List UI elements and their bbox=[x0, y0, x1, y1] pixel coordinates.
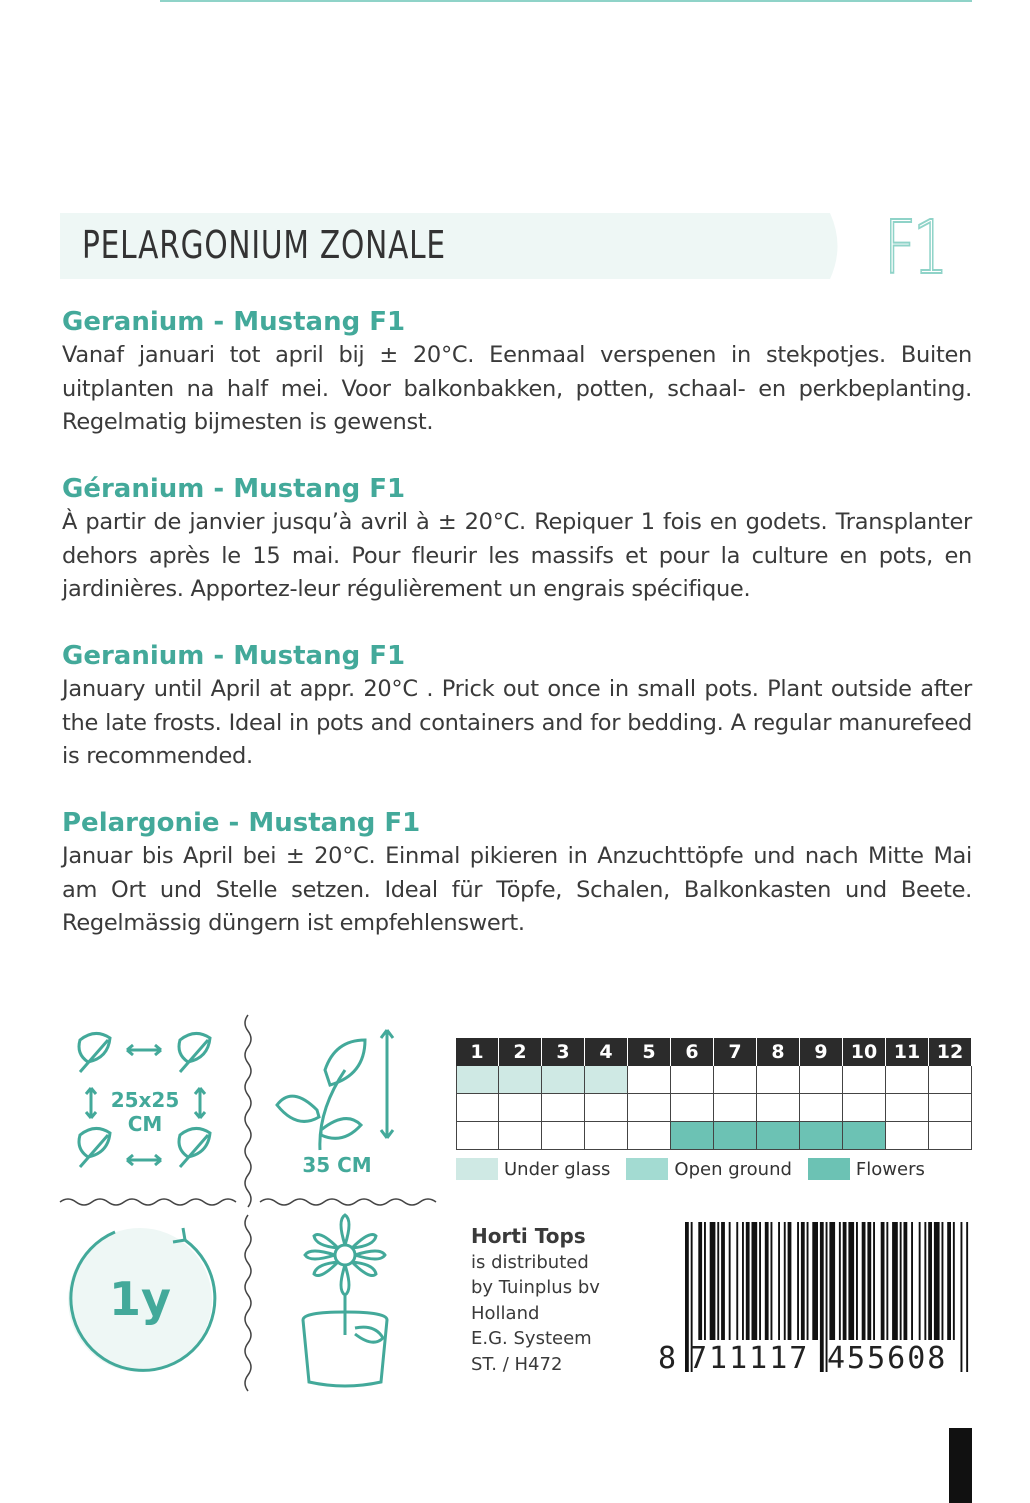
barcode-bar bbox=[771, 1222, 773, 1340]
legend-swatch bbox=[626, 1158, 668, 1180]
distributor-line: ST. / H472 bbox=[471, 1353, 563, 1375]
calendar-cell bbox=[499, 1122, 542, 1150]
month-9: 9 bbox=[800, 1038, 843, 1066]
barcode-bar bbox=[886, 1222, 888, 1340]
legend-swatch bbox=[808, 1158, 850, 1180]
spacing-label: 25x25 CM bbox=[110, 1088, 180, 1136]
barcode-bar bbox=[710, 1222, 716, 1340]
calendar-cell bbox=[929, 1094, 972, 1122]
barcode-bar bbox=[966, 1222, 968, 1372]
distributor-line: is distributed bbox=[471, 1251, 589, 1273]
calendar-cell bbox=[585, 1066, 628, 1094]
barcode-bar bbox=[900, 1222, 902, 1340]
distributor-line: Holland bbox=[471, 1302, 540, 1324]
calendar-cell bbox=[800, 1094, 843, 1122]
calendar-cell bbox=[929, 1122, 972, 1150]
calendar-cell bbox=[671, 1122, 714, 1150]
barcode-bar bbox=[934, 1222, 940, 1340]
month-3: 3 bbox=[542, 1038, 585, 1066]
calendar-cell bbox=[628, 1066, 671, 1094]
calendar-cell bbox=[757, 1122, 800, 1150]
calendar-legend bbox=[456, 1158, 941, 1180]
barcode-bar bbox=[856, 1222, 858, 1340]
barcode-bar bbox=[812, 1222, 818, 1340]
calendar-body bbox=[456, 1066, 972, 1150]
barcode-bar bbox=[736, 1222, 738, 1340]
section-heading: Géranium - Mustang F1 bbox=[62, 474, 406, 504]
barcode-bar bbox=[797, 1222, 799, 1340]
section-dutch bbox=[62, 305, 972, 440]
barcode-bar bbox=[961, 1222, 963, 1372]
calendar-row-open-ground bbox=[456, 1094, 972, 1122]
barcode-bar bbox=[924, 1222, 926, 1340]
calendar-cell bbox=[886, 1066, 929, 1094]
month-4: 4 bbox=[585, 1038, 628, 1066]
barcode-bar bbox=[820, 1222, 824, 1372]
edge-mark bbox=[949, 1428, 972, 1503]
calendar-cell bbox=[843, 1094, 886, 1122]
section-german bbox=[62, 806, 972, 941]
brand-name: Horti Tops bbox=[471, 1224, 586, 1248]
top-rule bbox=[160, 0, 972, 2]
month-5: 5 bbox=[628, 1038, 671, 1066]
barcode-bar bbox=[698, 1222, 702, 1340]
barcode-bar bbox=[807, 1222, 809, 1340]
barcode-bar bbox=[721, 1222, 725, 1340]
section-heading: Pelargonie - Mustang F1 bbox=[62, 808, 421, 838]
barcode-bar bbox=[801, 1222, 805, 1340]
month-2: 2 bbox=[499, 1038, 542, 1066]
barcode-bar bbox=[843, 1222, 847, 1340]
calendar-cell bbox=[714, 1094, 757, 1122]
distributor-info bbox=[471, 1224, 600, 1377]
icon-panel bbox=[55, 1010, 445, 1400]
calendar-cell bbox=[757, 1066, 800, 1094]
section-text: Vanaf januari tot april bij ± 20°C. Eenmaal verspenen in stekpotjes. Buiten uitplanten na half mei. Voor balkonbakken, potten, schaal- en perkbeplanting. Regelmatig bijmesten is gewenst. bbox=[62, 342, 972, 435]
barcode-bar bbox=[862, 1222, 866, 1340]
calendar-cell bbox=[714, 1122, 757, 1150]
calendar-cell bbox=[628, 1122, 671, 1150]
calendar-cell bbox=[456, 1094, 499, 1122]
calendar-header bbox=[456, 1038, 972, 1066]
barcode-bar bbox=[881, 1222, 885, 1340]
section-english bbox=[62, 639, 972, 774]
calendar-cell bbox=[671, 1094, 714, 1122]
calendar-cell bbox=[886, 1094, 929, 1122]
calendar-cell bbox=[929, 1066, 972, 1094]
month-8: 8 bbox=[757, 1038, 800, 1066]
legend-under-glass: Under glass bbox=[456, 1158, 610, 1180]
calendar-cell bbox=[671, 1066, 714, 1094]
calendar-cell bbox=[843, 1122, 886, 1150]
calendar-cell bbox=[456, 1066, 499, 1094]
section-heading: Geranium - Mustang F1 bbox=[62, 307, 406, 337]
legend-swatch bbox=[456, 1158, 498, 1180]
f1-badge: F1 bbox=[884, 205, 946, 291]
section-text: Januar bis April bei ± 20°C. Einmal pikieren in Anzuchttöpfe und nach Mitte Mai am Ort und Stelle setzen. Ideal für Töpfe, Schalen, Balkonkasten und Beete. Regelmässig düngern ist empfehlenswert. bbox=[62, 843, 972, 936]
barcode-bar bbox=[919, 1222, 921, 1340]
barcode-bar bbox=[829, 1222, 835, 1340]
distributor-line: by Tuinplus bv bbox=[471, 1277, 600, 1298]
distributor-line: E.G. Systeem bbox=[471, 1328, 592, 1349]
calendar-cell bbox=[757, 1094, 800, 1122]
barcode-bar bbox=[947, 1222, 951, 1340]
sowing-calendar bbox=[456, 1038, 972, 1150]
calendar-cell bbox=[843, 1066, 886, 1094]
calendar-cell bbox=[585, 1122, 628, 1150]
calendar-cell bbox=[456, 1122, 499, 1150]
barcode-bar bbox=[839, 1222, 841, 1340]
month-1: 1 bbox=[456, 1038, 499, 1066]
section-text: À partir de janvier jusqu’à avril à ± 20°C. Repiquer 1 fois en godets. Transplanter dehors après le 15 mai. Pour fleurir les massifs et pour la culture en pots, en jardinières. Apportez-leur régulièrement un engrais spécifique. bbox=[62, 509, 972, 602]
barcode-bar bbox=[904, 1222, 908, 1340]
calendar-cell bbox=[542, 1066, 585, 1094]
calendar-cell bbox=[542, 1122, 585, 1150]
barcode-bar bbox=[953, 1222, 955, 1340]
barcode-bar bbox=[778, 1222, 780, 1340]
barcode-bar bbox=[742, 1222, 744, 1340]
month-10: 10 bbox=[843, 1038, 886, 1066]
barcode-bar bbox=[928, 1222, 932, 1340]
calendar-cell bbox=[542, 1094, 585, 1122]
barcode-bar bbox=[729, 1222, 731, 1340]
calendar-cell bbox=[499, 1094, 542, 1122]
month-7: 7 bbox=[714, 1038, 757, 1066]
barcode-bar bbox=[942, 1222, 944, 1340]
lifecycle-label: 1y bbox=[109, 1272, 171, 1326]
calendar-cell bbox=[714, 1066, 757, 1094]
barcode-bar bbox=[848, 1222, 854, 1340]
calendar-row-flowers bbox=[456, 1122, 972, 1150]
month-12: 12 bbox=[929, 1038, 972, 1066]
barcode-bar bbox=[746, 1222, 750, 1340]
section-french bbox=[62, 472, 972, 607]
barcode-bar bbox=[765, 1222, 769, 1340]
calendar-row-under-glass bbox=[456, 1066, 972, 1094]
calendar-cell bbox=[585, 1094, 628, 1122]
species-title: PELARGONIUM ZONALE bbox=[82, 223, 446, 267]
calendar-cell bbox=[886, 1122, 929, 1150]
height-label: 35 CM bbox=[302, 1153, 372, 1177]
month-6: 6 bbox=[671, 1038, 714, 1066]
barcode-bar bbox=[911, 1222, 913, 1340]
legend-flowers: Flowers bbox=[808, 1158, 925, 1180]
section-text: January until April at appr. 20°C . Prick out once in small pots. Plant outside after the late frosts. Ideal in pots and containers and for bedding. A regular manurefeed is recommended. bbox=[62, 676, 972, 769]
barcode-bar bbox=[704, 1222, 706, 1340]
barcode-bar bbox=[788, 1222, 792, 1340]
barcode-bar bbox=[752, 1222, 758, 1340]
month-11: 11 bbox=[886, 1038, 929, 1066]
title-banner bbox=[60, 213, 840, 279]
barcode-bar bbox=[873, 1222, 875, 1340]
barcode-bar bbox=[867, 1222, 871, 1340]
barcode-bar bbox=[892, 1222, 898, 1340]
barcode-bar bbox=[784, 1222, 786, 1340]
calendar-cell bbox=[800, 1066, 843, 1094]
legend-open-ground: Open ground bbox=[626, 1158, 791, 1180]
barcode-bar bbox=[759, 1222, 761, 1340]
calendar-cell bbox=[628, 1094, 671, 1122]
calendar-cell bbox=[800, 1122, 843, 1150]
calendar-cell bbox=[499, 1066, 542, 1094]
barcode-bar bbox=[717, 1222, 719, 1340]
section-heading: Geranium - Mustang F1 bbox=[62, 641, 406, 671]
